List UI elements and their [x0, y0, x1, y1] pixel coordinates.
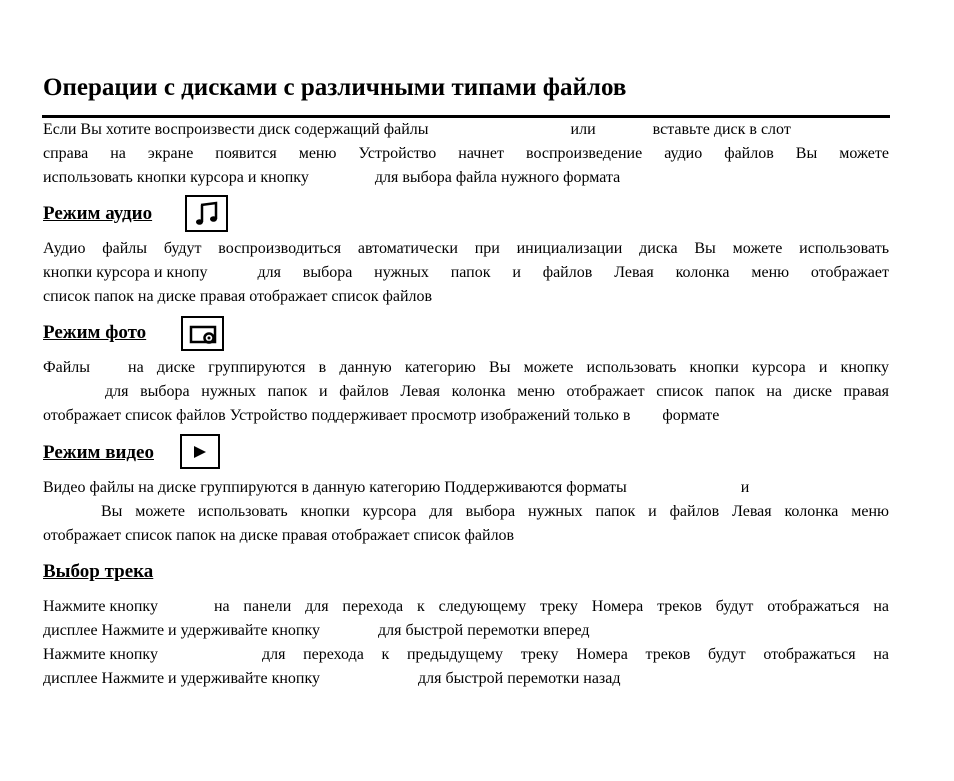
track-line-1	[43, 595, 889, 619]
photo-paragraph	[43, 356, 889, 428]
intro-line-1	[43, 118, 889, 142]
audio-text-2a: кнопки курсора и кнопу	[43, 264, 208, 281]
intro-line-2: справа на экране появится меню Устройство начнет воспроизведение аудио файлов Вы можете	[43, 145, 889, 162]
photo-text-3b: формате	[662, 407, 720, 424]
track-text-4b: для быстрой перемотки назад	[418, 670, 621, 687]
photo-mode-heading: Режим фото	[43, 322, 147, 343]
intro-text-3b: для выбора файла нужного формата	[374, 169, 621, 186]
play-icon	[180, 434, 220, 469]
photo-text-1a: Файлы	[43, 359, 91, 376]
audio-line-3: список папок на диске правая отображает список файлов	[43, 288, 433, 305]
track-line-4	[43, 667, 889, 691]
track-text-1a: Нажмите кнопку	[43, 598, 158, 615]
video-text-1a: Видео файлы на диске группируются в данную категорию Поддерживаются форматы	[43, 479, 627, 496]
photo-line-3	[43, 404, 889, 428]
video-paragraph	[43, 476, 889, 548]
audio-text-2b: для выбора нужных папок и файлов Левая колонка меню отображает	[257, 264, 889, 281]
track-paragraph	[43, 595, 889, 691]
track-text-3a: Нажмите кнопку	[43, 646, 158, 663]
video-line-3: отображает список папок на диске правая отображает список файлов	[43, 527, 515, 544]
track-text-2a: дисплее Нажмите и удерживайте кнопку	[43, 622, 321, 639]
intro-paragraph	[43, 118, 889, 190]
intro-text-1b: или	[570, 121, 596, 138]
intro-line-3	[43, 166, 889, 190]
audio-line-2	[43, 261, 889, 285]
photo-icon	[181, 316, 224, 351]
photo-line-1	[43, 356, 889, 380]
track-text-1b: на панели для перехода к следующему треку Номера треков будут отображаться на	[213, 598, 889, 615]
track-text-2b: для быстрой перемотки вперед	[378, 622, 590, 639]
music-note-icon	[185, 195, 228, 232]
intro-text-1c: вставьте диск в слот	[652, 121, 791, 138]
track-select-heading: Выбор трека	[43, 561, 154, 582]
video-mode-heading: Режим видео	[43, 442, 154, 463]
page-title: Операции с дисками с различными типами файлов	[43, 74, 627, 101]
audio-mode-heading: Режим аудио	[43, 203, 153, 224]
track-text-3b: для перехода к предыдущему треку Номера треков будут отображаться на	[261, 646, 889, 663]
photo-line-2	[43, 380, 889, 404]
photo-text-3a: отображает список файлов Устройство поддерживает просмотр изображений только в	[43, 407, 631, 424]
audio-line-1: Аудио файлы будут воспроизводиться автоматически при инициализации диска Вы можете использовать	[43, 240, 889, 257]
video-text-2: Вы можете использовать кнопки курсора для выбора нужных папок и файлов Левая колонка меню	[101, 503, 889, 520]
video-line-1	[43, 476, 889, 500]
photo-text-2: для выбора нужных папок и файлов Левая колонка меню отображает список папок на диске правая	[105, 383, 889, 400]
intro-text-1a: Если Вы хотите воспроизвести диск содержащий файлы	[43, 121, 429, 138]
track-line-3	[43, 643, 889, 667]
track-line-2	[43, 619, 889, 643]
intro-text-3a: использовать кнопки курсора и кнопку	[43, 169, 309, 186]
track-text-4a: дисплее Нажмите и удерживайте кнопку	[43, 670, 321, 687]
photo-text-1b: на диске группируются в данную категорию Вы можете использовать кнопки курсора и кнопку	[128, 359, 889, 376]
video-text-1b: и	[740, 479, 750, 496]
audio-paragraph	[43, 237, 889, 309]
video-line-2	[43, 500, 889, 524]
